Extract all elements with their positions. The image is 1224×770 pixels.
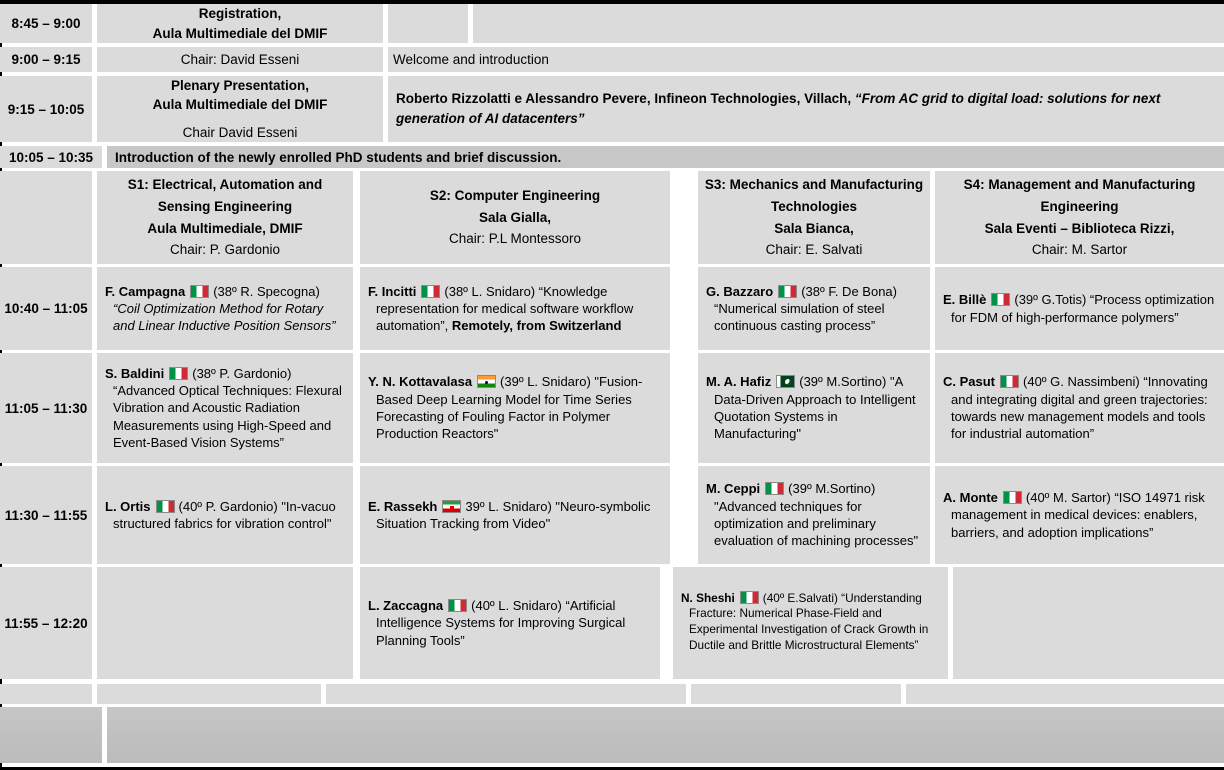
time-cell: 8:45 – 9:00 (0, 4, 92, 43)
session-header-s1 (97, 171, 353, 264)
registration-location: Aula Multimediale del DMIF (152, 25, 328, 41)
empty-cell (953, 567, 1224, 679)
talk-cell-s1 (97, 466, 353, 564)
speaker-meta: 39º L. Snidaro) (465, 498, 556, 514)
speaker-meta: (40º P. Gardonio) (178, 498, 282, 514)
row-welcome (0, 47, 1224, 72)
talk-title: “Knowledge representation for medical software workflow automation”, (376, 283, 634, 334)
session-title: S4: Management and Manufacturing Engineering (963, 177, 1196, 214)
welcome-chair: Chair: David Esseni (180, 51, 300, 67)
italy-flag-icon (991, 293, 1010, 306)
speaker-meta: (38º F. De Bona) (801, 283, 897, 299)
italy-flag-icon (421, 285, 440, 298)
empty-cell (473, 4, 1224, 43)
talk-title: “Understanding Fracture: Numerical Phase-Field and Experimental Investigation of Crack Growth in Ductile and Brittle Microstructural Elements” (689, 590, 929, 652)
speaker-name: F. Incitti (368, 283, 417, 299)
row-session-headers (0, 171, 1224, 264)
phd-intro-cell (107, 146, 1224, 168)
plenary-location: Aula Multimediale del DMIF (152, 97, 328, 113)
registration-cell (97, 4, 383, 43)
iran-flag-icon (442, 500, 461, 513)
welcome-chair-cell (97, 47, 383, 72)
speaker-name: N. Sheshi (681, 590, 735, 605)
italy-flag-icon (765, 482, 784, 495)
speaker-meta: (39º L. Snidaro) (500, 374, 595, 390)
talk-title: "In-vacuo structured fabrics for vibration control" (113, 498, 336, 531)
row-plenary (0, 76, 1224, 142)
speaker-name: F. Campagna (105, 283, 186, 299)
speaker-name: S. Baldini (105, 365, 165, 381)
talk-title: “Numerical simulation of steel continuous casting process” (714, 300, 885, 334)
time-cell: 11:30 – 11:55 (0, 466, 92, 564)
india-flag-icon (477, 375, 496, 388)
talk-title: "Neuro-symbolic Situation Tracking from Video" (376, 498, 651, 531)
talk-cell-s1 (97, 353, 353, 463)
talk-cell-s2 (360, 353, 670, 463)
plenary-speakers: Roberto Rizzolatti e Alessandro Pevere, Infineon Technologies, Villach, (396, 91, 855, 107)
talk-cell-s4 (935, 353, 1224, 463)
row-slot-1105 (0, 353, 1224, 463)
speaker-meta: (38º R. Specogna) (213, 283, 320, 299)
time-cell: 11:05 – 11:30 (0, 353, 92, 463)
talk-title: "Advanced techniques for optimization and preliminary evaluation of machining processes" (714, 498, 919, 549)
talk-cell-s3 (673, 567, 948, 679)
session-chair: Chair: E. Salvati (765, 242, 863, 258)
row-slot-1130 (0, 466, 1224, 564)
talk-title: “Process optimization for FDM of high-performance polymers” (951, 292, 1215, 325)
session-header-s2 (360, 171, 670, 264)
speaker-meta: (40º E.Salvati) (762, 590, 842, 605)
time-cell: 9:00 – 9:15 (0, 47, 92, 72)
talk-title: “Artificial Intelligence Systems for Improving Surgical Planning Tools” (376, 598, 626, 648)
speaker-meta: (38º L. Snidaro) (444, 283, 539, 299)
talk-cell-s2 (360, 567, 660, 679)
pakistan-flag-icon (776, 375, 795, 388)
italy-flag-icon (156, 500, 175, 513)
session-chair: Chair: M. Sartor (1031, 242, 1128, 258)
empty-cell (97, 567, 353, 679)
session-header-s4 (935, 171, 1224, 264)
empty-cell (388, 4, 468, 43)
empty-cell (691, 684, 901, 704)
row-registration (0, 4, 1224, 43)
session-chair: Chair: P.L Montessoro (448, 231, 582, 247)
plenary-talk-title: “From AC grid to digital load: solutions for next generation of AI datacenters” (396, 91, 1161, 126)
talk-cell-s4 (935, 466, 1224, 564)
talk-cell-s3 (698, 466, 930, 564)
schedule-table (0, 4, 1224, 763)
welcome-text: Welcome and introduction (393, 52, 549, 67)
session-room: Sala Bianca, (774, 220, 854, 236)
time-cell: 9:15 – 10:05 (0, 76, 92, 142)
italy-flag-icon (190, 285, 209, 298)
footer-band-cell (107, 707, 1224, 763)
talk-title: “Advanced Optical Techniques: Flexural Vibration and Acoustic Radiation Measurements using High-Speed and Event-Based Vision Systems” (113, 383, 342, 450)
talk-cell-s3 (698, 353, 930, 463)
speaker-name: M. Ceppi (706, 481, 761, 497)
speaker-meta: (38º P. Gardonio) (192, 365, 292, 381)
plenary-info-cell (97, 76, 383, 142)
speaker-name: M. A. Hafiz (706, 374, 772, 390)
speaker-meta: (39º M.Sortino) (788, 481, 876, 497)
session-room: Sala Eventi – Biblioteca Rizzi, (984, 220, 1175, 236)
session-room: Aula Multimediale, DMIF (147, 220, 303, 236)
speaker-meta: (39º M.Sortino) (799, 374, 890, 390)
talk-cell-s3 (698, 267, 930, 350)
speaker-name: Y. N. Kottavalasa (368, 374, 473, 390)
italy-flag-icon (448, 599, 467, 612)
italy-flag-icon (778, 285, 797, 298)
italy-flag-icon (1003, 491, 1022, 504)
time-cell: 10:40 – 11:05 (0, 267, 92, 350)
session-room: Sala Gialla, (478, 209, 552, 225)
plenary-talk-cell (388, 76, 1224, 142)
talk-cell-s4 (935, 267, 1224, 350)
talk-title: “Coil Optimization Method for Rotary and Linear Inductive Position Sensors” (113, 300, 336, 334)
row-phd-intro (0, 146, 1224, 168)
plenary-chair: Chair David Esseni (182, 124, 298, 140)
speaker-name: E. Rassekh (368, 498, 438, 514)
talk-title: "A Data-Driven Approach to Intelligent Quotation Systems in Manufacturing" (714, 374, 916, 442)
talk-note: Remotely, from Switzerland (451, 318, 622, 334)
row-slot-1040 (0, 267, 1224, 350)
session-title: S1: Electrical, Automation and Sensing Engineering (127, 177, 323, 214)
talk-title: "Fusion-Based Deep Learning Model for Time Series Forecasting of Fouling Factor in Polymer Production Reactors" (376, 374, 643, 442)
italy-flag-icon (1000, 375, 1019, 388)
phd-intro-text: Introduction of the newly enrolled PhD students and brief discussion. (115, 149, 562, 165)
session-title: S2: Computer Engineering (429, 188, 601, 204)
time-cell: 11:55 – 12:20 (0, 567, 92, 679)
speaker-name: E. Billè (943, 292, 987, 308)
talk-title: “ISO 14971 risk management in medical devices: enablers, barriers, and adoption implications” (951, 490, 1205, 540)
talk-cell-s1 (97, 267, 353, 350)
speaker-name: C. Pasut (943, 374, 996, 390)
session-title: S3: Mechanics and Manufacturing Technologies (704, 177, 924, 214)
italy-flag-icon (169, 367, 188, 380)
speaker-meta: (39º G.Totis) (1014, 292, 1090, 308)
row-empty (0, 684, 1224, 704)
empty-time-cell (0, 171, 92, 264)
speaker-meta: (40º M. Sartor) (1025, 490, 1115, 506)
italy-flag-icon (740, 591, 759, 604)
talk-cell-s2 (360, 466, 670, 564)
session-header-s3 (698, 171, 930, 264)
empty-cell (97, 684, 321, 704)
footer-band-time-cell (0, 707, 102, 763)
talk-title: “Innovating and integrating digital and green trajectories: towards new management models and tools for industrial automation” (951, 374, 1208, 442)
speaker-name: L. Zaccagna (368, 598, 444, 614)
talk-cell-s2 (360, 267, 670, 350)
plenary-title: Plenary Presentation, (170, 77, 310, 93)
time-cell: 10:05 – 10:35 (0, 146, 102, 168)
row-footer-band (0, 707, 1224, 763)
speaker-meta: (40º G. Nassimbeni) (1023, 374, 1144, 390)
welcome-text-cell (388, 47, 1224, 72)
empty-cell (0, 684, 92, 704)
speaker-meta: (40º L. Snidaro) (471, 598, 566, 614)
registration-title: Registration, (198, 5, 282, 21)
row-slot-1155 (0, 567, 1224, 679)
speaker-name: A. Monte (943, 490, 998, 506)
session-chair: Chair: P. Gardonio (169, 242, 281, 258)
empty-cell (326, 684, 686, 704)
empty-cell (906, 684, 1224, 704)
speaker-name: L. Ortis (105, 498, 151, 514)
speaker-name: G. Bazzaro (706, 283, 774, 299)
